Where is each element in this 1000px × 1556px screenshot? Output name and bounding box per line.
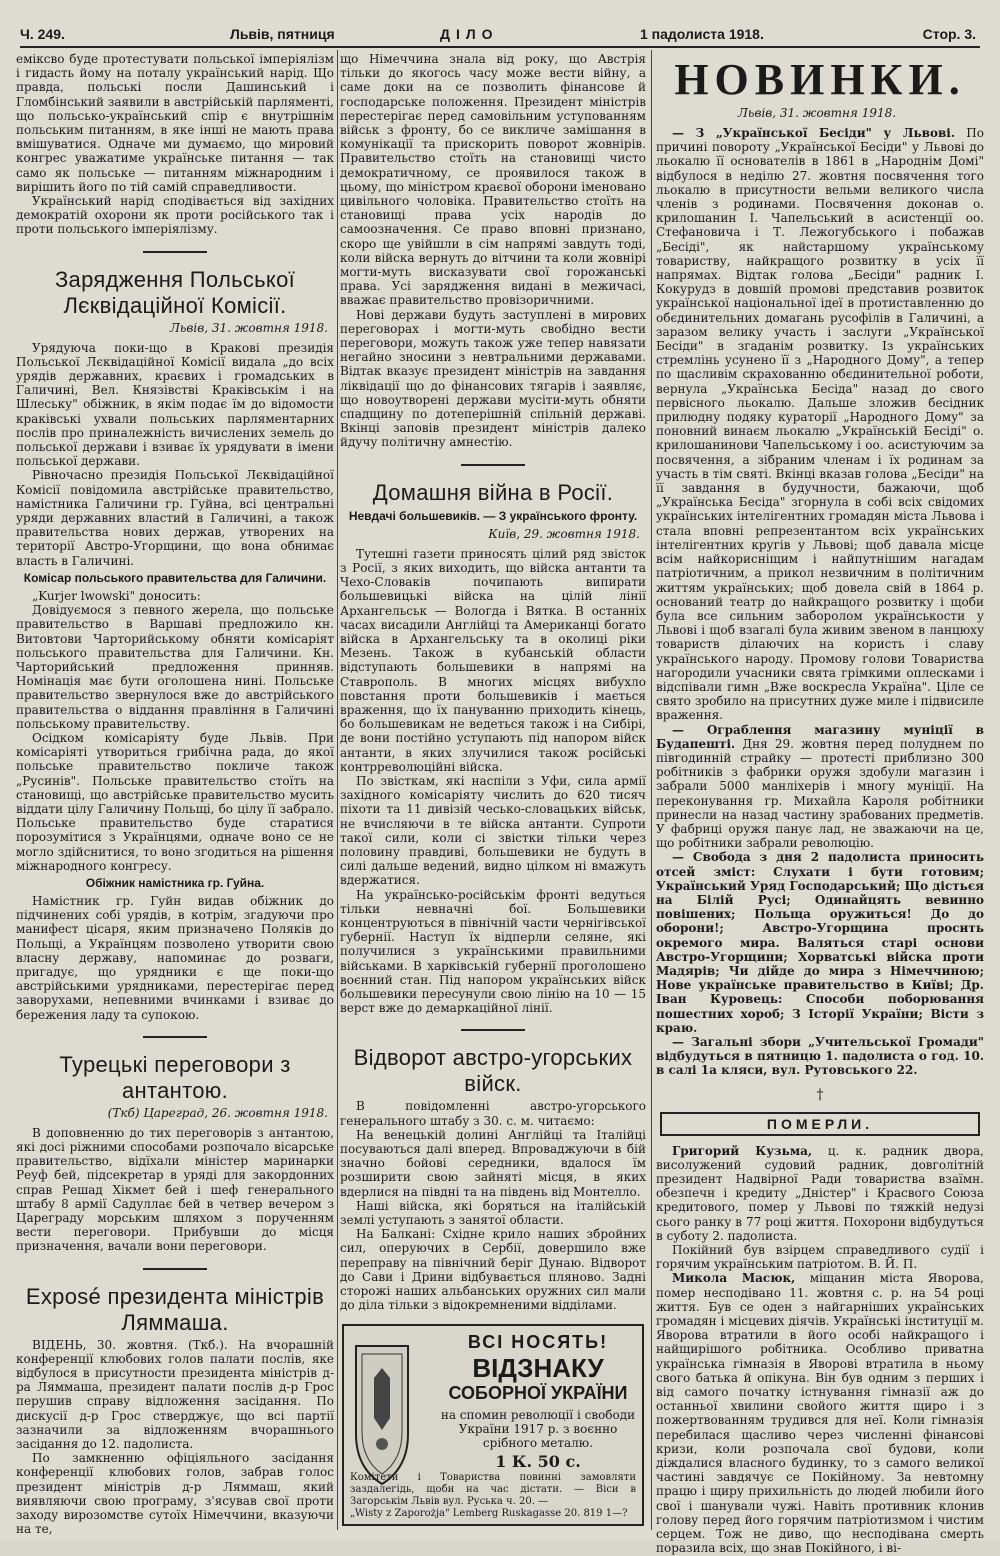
issue-number: Ч. 249. bbox=[20, 26, 65, 42]
ad-footer-line: Комітети і Товариства повинні замовляти заздалегідь, щоби на час дістати. — Віси в Загорськім Львів вул. Руська ч. 20. — bbox=[350, 1472, 636, 1508]
ad-line: СОБОРНОЇ УКРАЇНИ bbox=[448, 1383, 628, 1404]
article-subheading: Комісар польського правительства для Галичини. bbox=[23, 570, 327, 585]
article-title: Турецькі переговори з антантою. bbox=[59, 1051, 291, 1103]
masthead-title: ДІЛО bbox=[440, 26, 499, 42]
ad-footer bbox=[350, 1472, 636, 1520]
column-2 bbox=[340, 52, 646, 1536]
news-item bbox=[656, 126, 984, 723]
article-paragraph: Тутешні газети приносять цілий ряд звісток з Росії, з яких виходить, що війска антанти та Чехо-Словаків почипають випирати большевицькі війска на цілій лінії Архангельськ — Вологда і Вятка. В останніх часах висадили Англійці та Американці богато війска в Архангельську та в околиці ріки Мезень. Також в кубанській области відступають большевики в напрямі на Ставрополь. В многих місцях вибухло повстання проти большевиків і мається враження, що їх пануванню приходить кінець, бо большевикам не ведеться також і на Сибірі, де вони постійно уступають під напором війск антанти, в яких злучилися також російські контрреволюційні війска. bbox=[340, 546, 646, 774]
column-divider bbox=[651, 50, 652, 1530]
obituary bbox=[656, 1271, 984, 1555]
obituary-text: ц. к. радник двора, висолужений судовий радник, довголітній президент Надвірної Ради товариства взаїмн. обезпечн і кредиту „Дністер" і Красвого Союза кредитового, помер у Львові по тяжкій недузі сього ранку в 77 році життя. Похорони відбудуться в суботу 2. падолиста. bbox=[656, 1143, 984, 1243]
article-paragraph: На Балкані: Східне крило наших збройних сил, оперуючих в Сербії, довершило вже переправу на північний беріг Дунаю. Відворот до Сави і Дрини відбувається пляново. Задні сторожі наших альбанських оружних сил мали до діла тільки з відокремненими відділами. bbox=[340, 1227, 646, 1313]
ad-description: на спомин революції і свободи України 1917 р. з воєнно срібного металю. bbox=[440, 1408, 636, 1451]
obituary: Покійний був взірцем справедливого судії і горячим українським патріотом. В. Й. П. bbox=[656, 1243, 984, 1272]
obituaries-title: ПОМЕРЛИ. bbox=[660, 1112, 980, 1136]
obituary bbox=[656, 1144, 984, 1243]
section-title: НОВИНКИ. bbox=[674, 55, 966, 104]
section-separator bbox=[461, 464, 525, 466]
article-paragraph: В доповненню до тих переговорів з антантою, які досі ріжними способами розпочало вісарське правительство, відїхали міністер маринарки Реуф бей, підсекретар в уряді для закордонних справ Решад Хікмет бей і шеф генерального штабу 8 армії Садуллає бей в четвер вечером з Цареграду морським шляхом з порученням вести переговори. Прибувши до місця призначення, вачали вони переговори. bbox=[16, 1125, 334, 1254]
news-lead: — Свобода з дня 2 падолиста приносить отсей зміст: bbox=[656, 850, 984, 879]
section-separator bbox=[143, 1036, 207, 1038]
article-paragraph: ВІДЕНЬ, 30. жовтня. (Ткб.). На вчорашній конференції клюбових голов палати послів, яке відбулося в присутности президента міністрів д-ра Ляммаша, президент палати послів д-р Грос перушив справу відложення засідання. По дискусії д-р Грос стверджує, що всі партії зазначили за відложенням вчорашнього засідання до 12. падолиста. bbox=[16, 1337, 334, 1452]
news-item bbox=[656, 723, 984, 851]
ad-headline: ВІДЗНАКУ bbox=[472, 1353, 604, 1384]
ad-footer-line: „Wisty z Zaporożja" Lemberg Ruskagasse 20. 819 1—? bbox=[350, 1508, 628, 1520]
page-header bbox=[20, 26, 980, 44]
news-text: По причині повороту „Української Бесіди" у Львові до льокалю її основателів в 1861 в „Народнім Домі" відбулося в неділю 27. жовтня посвячення того льокалю в присутности вельми великого числа членів з родинами. Посвячення доконав о. крилошанин І. Чапельський в асистенції оо. Стефановича і Т. Лежогубського і побажав „Бесіді", як найстаршому українському товариству, найкращого розвитку в усіх її напрямах. Відтак голова „Бесіди" радник І. Кокурудз в довшій промові представив розвиток української національної ідеї в протиставленню до обєдинительних домагань русофілів в Галичині, а заразом велику участь і заслуги „Української Бесіди" в згаданім розвитку. Із українських стремлінь усунено її з „Народного Дому", а тепер по щасливім скрахованню обєдинительної роботи, вернула „Українська Бесіда" назад до свого первісного льокалю. Дальше зложив бесідник прилюдну подяку кураторії „Народного Дому" за поновний винаєм льокалю „Українській Бесіді" о. крилошанинови Чапельському і оо. асистуючим за посвячення, а зібраним членам і їх родинам за участь в тім святі. Вкінці вказав голова „Бесіди" на її завдання в будучности, бажаючи, щоб „Українська Бесіда" згорнула в собі всіх свідомих українських інтелігентних громадян міста Львова і стала вповні репрезентантом всіх українських інтелігентних кругів у Львові; щоб давала місце всім найкорисніщим і найпутнішим нагадам патріотичним, а прикол незвичним в політичним життям українських; щоб довела свій в 1864 р. оснований театр до найкращого розвитку і щоби була все сильним заборолом українськости у Львові і щоб взагалі була живим звеном в ланцюху товариств ділаючих на користь і славу українського народу. Промову голови Товариства нагородили учасники свята грімкими оплесками і відспівали гимн „Вже воскресла Україна". Ціле се свято зробило на присутних дуже миле і підвисиле враження. bbox=[656, 126, 984, 723]
article-paragraph: На українсько-російськім фронті ведуться тільки невначні бої. Большевики концентруються в північній части чернігівської губернії. Наступ їх відперли селяне, які получилися з українськими правильними військами. В харківській губернії проголошено воєнний стан. Під напором українських війск большевики пересунули свою лінію на 10 — 15 верст вже до демаркаційної лінії. bbox=[340, 887, 646, 1016]
article-title: Домашня війна в Росії. bbox=[372, 479, 614, 505]
article-paragraph: На венецькій долині Англійці та Італійці посуваються далі вперед. Впроваджуючи в бій значно бойові середники, вдалося їм розширити свою зайняті місця, в яких вдерлися на півдні та на південь від Монтелло. bbox=[340, 1127, 646, 1199]
obituary-name: Григорий Кузьма, bbox=[672, 1143, 813, 1158]
cross-icon: † bbox=[816, 1086, 824, 1103]
obituary-name: Микола Масюк, bbox=[672, 1271, 796, 1286]
article-paragraph: По замкненню офіціяльного засідання конференції клюбових голов, забрав голос президент міністрів д-р Ляммаш, який виявляючи свою програму, з'ясував свої проти заходу вирозомстве сутоїх Німеччини, вказуючи на те, bbox=[16, 1451, 334, 1537]
article-paragraph: В повідомленні австро-угорського генерального штабу з 30. с. м. читаємо: bbox=[340, 1099, 646, 1128]
article-paragraph: Наші війска, які боряться на італійській землі уступають з занятої области. bbox=[340, 1198, 646, 1228]
column-divider bbox=[337, 50, 338, 1530]
section-separator bbox=[461, 1029, 525, 1031]
obituary-text: міщанин міста Яворова, помер несподівано 11. жовтня с. р. на 54 році життя. Був се оден з найгарніших українських громадян і місцевих діячів. Українські інституції м. Яворова втратили в його особі найкращого і найщирішого робітника. Особливо приватна українська гімназія в Яворові втратила в ньому свого батька й опікуна. Він був одним з перших і від самого початку істнування гімназії аж до останньої хвилини свойого життя щиро і з пожертвованням трудився для неї. Коли гімназія перебилася щасливо через численні фінансові кризи, коли розпочала свої будови, коли діждалися власного будинку, то з самого великої частині завдячує се Покійному. За невтомну працю і щиру прихильність до людей любили його свої і шанували чужі. Навіть противник клонив голову перед його горячим патріотизмом і чистим серцем. Тож не диво, що несподівана смерть поразила всіх, що знав Покійного, і ві- bbox=[656, 1271, 984, 1556]
section-dateline: Львів, 31. жовтня 1918. bbox=[737, 106, 897, 120]
article-title: Відворот австро-угорських війск. bbox=[353, 1045, 633, 1097]
article-dateline: Київ, 29. жовтня 1918. bbox=[488, 526, 640, 541]
article-paragraph: Урядуюча поки-що в Кракові президія Польської Лєквідаційної Комісії видала „до всіх урядів державних, краєвих і громадських в Галичині, Вел. Князівстві Краківськім і на Шлеську" обіжник, в якім подає їм до відомости краківські ухвали польських парляментарних послів про приналежність вичислених земель до польської держави і взиває їх урядувати в імени польської держави. bbox=[16, 340, 334, 469]
article-paragraph: Нові держави будуть заступлені в мирових переговорах і могти-муть свобідно вести переговори, можуть також уже тепер навязати негайно зносини з невтральними державами. Відтак вказує президент міністрів на завдання ліквідації що до фінансових тягарів і заявляє, що новоутворені держави мусіти-муть обняти спадщину по дотеперішній спільній державі. Вкінці заповів президент міністрів далеко йдучу політичну амнестію. bbox=[340, 307, 646, 450]
news-item bbox=[656, 1035, 984, 1078]
news-item bbox=[656, 850, 984, 1035]
header-rule bbox=[20, 46, 980, 48]
place-day: Львів, пятниця bbox=[230, 26, 335, 42]
article-title: Зарядження Польської Лєквідаційної Комісії. bbox=[54, 266, 296, 318]
article-subtitle: Невдачі большевиків. — З українського фронту. bbox=[348, 508, 638, 523]
article-paragraph: Довідуємося з певного жерела, що польське правительство в Варшаві предложило кн. Витовтови Чарторийському обняти комісаріят польського правительства для Галичини. Кн. Чарторийський предложення принняв. Номінація має бути оголошена нині. Польське правительство звернулося вже до австрійського правительства о віддання правління в Галичині польському правительству. bbox=[16, 603, 334, 731]
article-title: Exposé президента міністрів Ляммаша. bbox=[25, 1283, 325, 1335]
section-separator bbox=[143, 251, 207, 253]
badge-emblem-icon bbox=[352, 1338, 412, 1488]
article-paragraph: еміксво буде протестувати польської імперіялізм і гидасть йому на поталу український нарід. Що правда, польські посли Дашинський і Гломбінський заявили в австрійській парляменті, що польсько-український спір є внутрішнім польським питанням, в яке інші не мають права вмішуватися. Одначе ми думаємо, що мировий конгрес уважатиме українське питання — так само як польське — питанням міжнародним і вирішить його по тій самій справедливости. bbox=[16, 52, 334, 194]
article-paragraph: Рівночасно президія Польської Лєквідаційної Комісії повідомила австрійське правительство, намістника Галичини гр. Гуйна, всі центральні уряди державних властий в Галичині, а також правительства нових держав, утворених на території Австро-Угорщини, що вона обнимає власть в Галичині. bbox=[16, 468, 334, 568]
article-paragraph: Осідком комісаріяту буде Львів. При комісаріяті утвориться грибічна рада, до якої польське правительство покличе також „Русинів". Польське правительство стоїть на становищі, що австрійське правительство мусить віддати цілу Галичину Польщі, бо цілу її забрало. Польське правительство буде старатися порозумітися з Українцями, одначе воно се не могло здійснитися, то воно згодиться на рішення міжнародного конгресу. bbox=[16, 730, 334, 873]
article-paragraph: „Kurjer lwowski" доносить: bbox=[32, 588, 201, 603]
ad-price: 1 К. 50 с. bbox=[495, 1452, 581, 1472]
article-paragraph: Український нарід сподівається від західних демократій охорони як проти російського так і проти польського імперіялізму. bbox=[16, 194, 334, 237]
article-dateline: Львів, 31. жовтня 1918. bbox=[169, 320, 328, 335]
article-paragraph: Намістник гр. Гуйн видав обіжник до підчинених собі урядів, в котрім, згадуючи про манифест цісаря, яким призначено Поляків до Польщі, а Українцям позволено утворити свою власну державу, напоминає до розваги, пригадує, що урядники є ще поки-що австрійськими урядниками, перестерігає перед заворухами, непевними вчинками і взиває до бережения ладу та супокою. bbox=[16, 893, 334, 1022]
article-paragraph: По звісткам, які наспіли з Уфи, сила армії західного комісаріяту числить до 620 тисяч піхоти та 11 дивізій чесько-словацьких військ, не вчисляючи в те війска антанти. Супроти такої сили, коли сі звістки тільки через половину правдиві, большевики не будуть в силі дальше ведений, видно цілком ні вмажуть вдержатися. bbox=[340, 773, 646, 888]
article-paragraph: що Німеччина знала від року, що Австрія тільки до якогось часу може вести війну, а саме доки на се позволить фінансове й господарське положення. Президент міністрів перестерігає перед самовільним уступованням військ з фронту, бо се викличе замішання в комунікації та прискорить поворот жовнірів. Правительство стоїть на становищі чисто демократичному, се проявилося також в цьому, що міністром краєвої оборони іменовано цивільного чоловіка. Правительство стоїть на становищі права усіх народів до самоозначення. Се право вповні признано, скоро ще увійшли в сім напрямі завдуть тоді, коли війска вернуть до вітчини та коли жовнірі могти-муть висказувати свої горожанські права. Усі зарядження видані в межичасі, вважає правительство провізоричними. bbox=[340, 52, 646, 308]
news-lead: — Ограблення магазину муніції в Будапешті. bbox=[656, 722, 984, 751]
issue-date: 1 падолиста 1918. bbox=[640, 26, 764, 42]
section-separator bbox=[143, 1268, 207, 1270]
ad-line: ВСІ НОСЯТЬ! bbox=[467, 1332, 609, 1353]
news-lead: — З „Української Бесіди" у Львові. bbox=[672, 126, 956, 140]
advertisement-badge bbox=[342, 1324, 644, 1526]
article-subheading: Обіжник намістника гр. Гуйна. bbox=[85, 875, 265, 890]
news-text: відбудуться в пятницю 1. падолиста о год. 10. в салі 1а кляси, вул. Рутовського 22. bbox=[656, 1049, 984, 1078]
column-1 bbox=[16, 52, 334, 1536]
news-text: Дня 29. жовтня перед полуднем по півгодинній страйку — протесті приблизно 300 робітників з фабрики оружя здобули магазин і забрали 5000 манліхерів і многу муніції. На переконування гр. Михайла Кароля робітники принесли на назад частину зрабованих предметів. У фабриці оружя панує лад, не зважаючи на це, що робітники забрали революцію. bbox=[656, 736, 984, 851]
page-number: Стор. 3. bbox=[922, 26, 976, 42]
news-lead: — Загальні збори „Учительської Громади" bbox=[672, 1035, 984, 1049]
advertisement-text bbox=[440, 1332, 636, 1471]
article-dateline: (Ткб) Цареград, 26. жовтня 1918. bbox=[107, 1105, 328, 1120]
news-text: Слухати і бути готовим; Український Уряд Господарський; Що дістьєя на Білій Русі; Одинайцять вевинно повішених; Польща оружиться! До до оборони!; Австро-Угорщина просить окремого мира. Валяться старі основи Австро-Угорщини; Хорватські війска проти Мадярів; Чи дійде до мира з Німеччиною; Нове українське правительство в Київі; Др. Іван Куровець: Способи поборювання пошестних хороб; З Історії України; Вісти з краю. bbox=[656, 864, 984, 1035]
column-3 bbox=[656, 52, 984, 1556]
